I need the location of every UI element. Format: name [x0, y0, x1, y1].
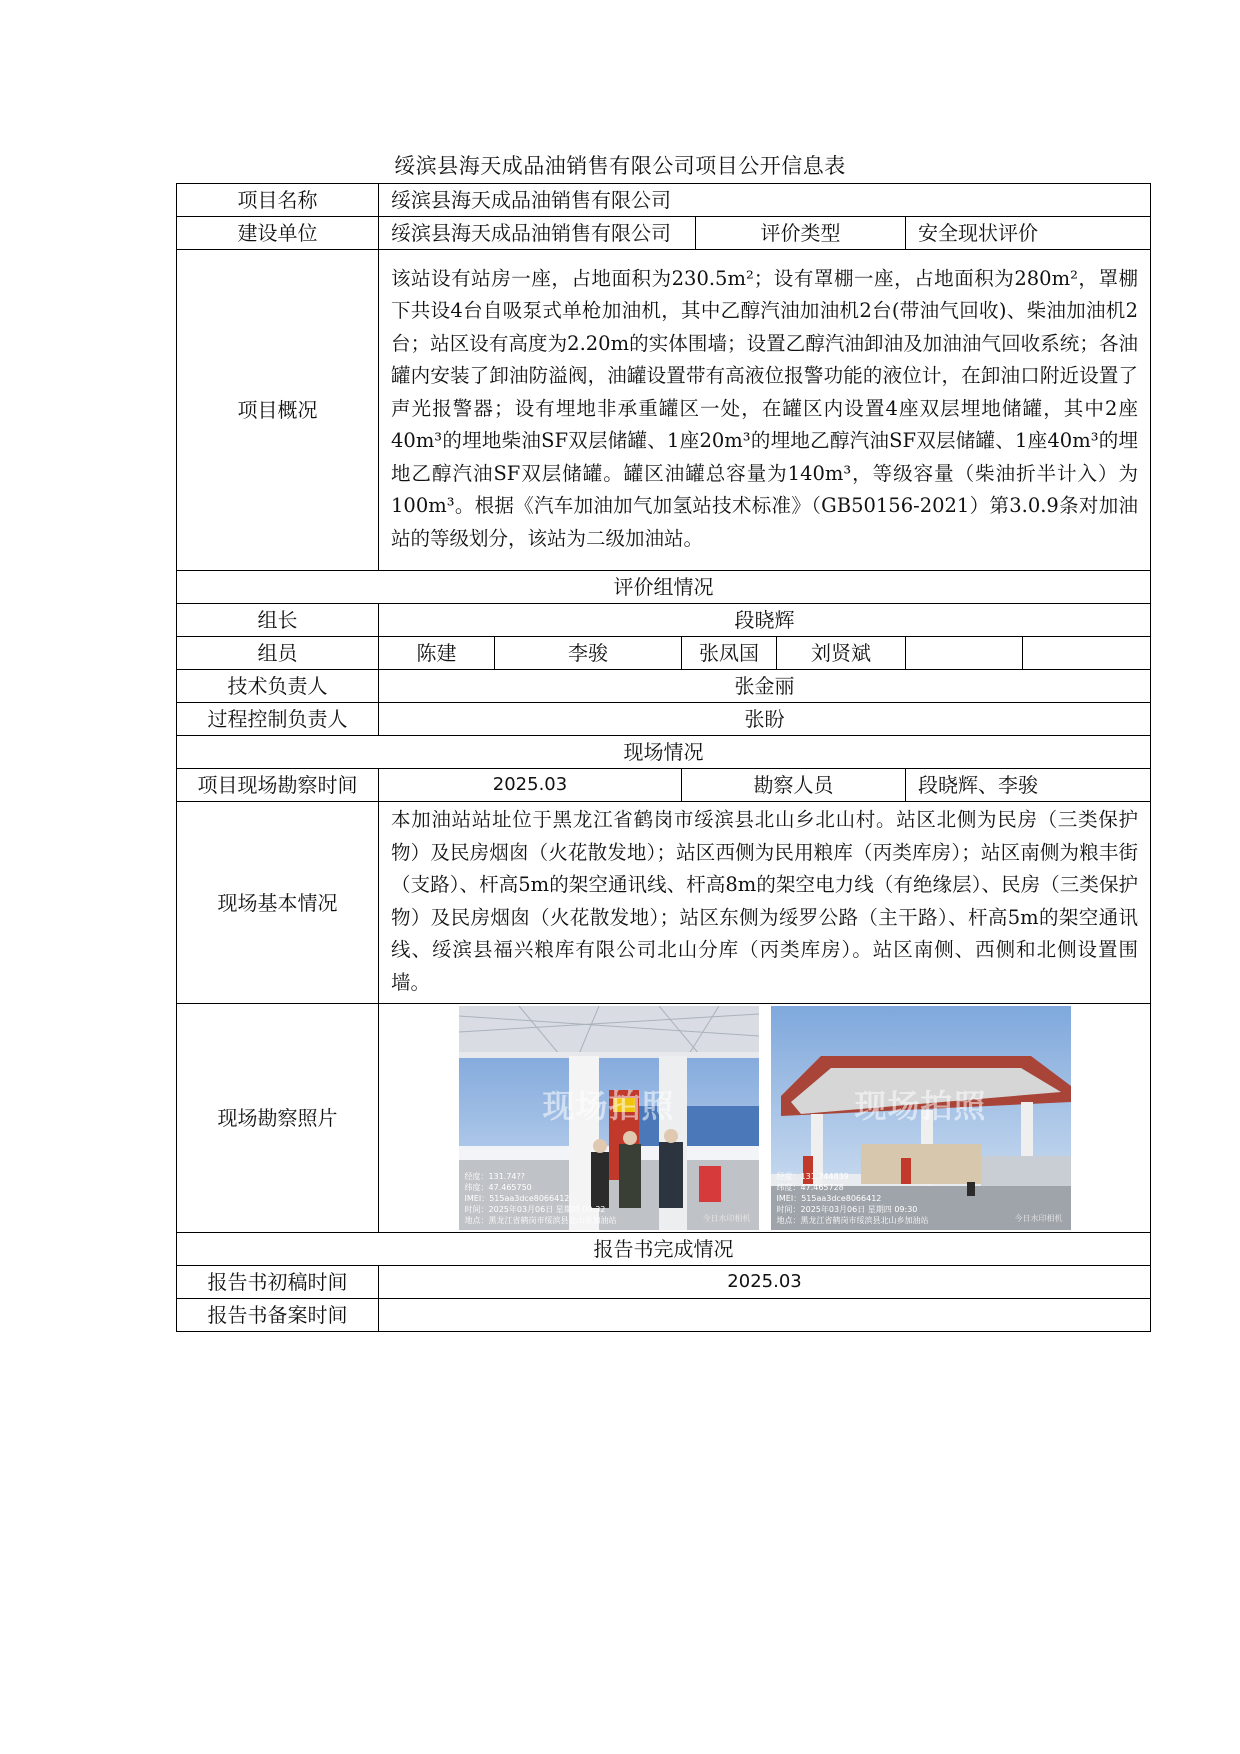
- builder-label: 建设单位: [177, 217, 379, 250]
- process-lead-value: 张盼: [379, 703, 1151, 736]
- row-survey-time: [177, 769, 1151, 802]
- member-2: 李骏: [495, 637, 682, 670]
- row-builder: [177, 217, 1151, 250]
- photo-2-stamp: 经度：131.744839 纬度：47.465728 IMEI：515aa3dce8066412 时间：2025年03月06日 星期四 09:30 地点：黑龙江省鹤岗市绥滨县北山乡加油站: [776, 1172, 929, 1225]
- leader-value: 段晓辉: [379, 604, 1151, 637]
- site-basic-label: 现场基本情况: [177, 802, 379, 1004]
- leader-label: 组长: [177, 604, 379, 637]
- site-section-header: 现场情况: [177, 736, 1151, 769]
- document-title: 绥滨县海天成品油销售有限公司项目公开信息表: [394, 154, 846, 178]
- member-6: [1023, 637, 1151, 670]
- row-overview: [177, 250, 1151, 571]
- row-process-lead: [177, 703, 1151, 736]
- row-site-header: [177, 736, 1151, 769]
- survey-time-value: 2025.03: [379, 769, 682, 802]
- row-tech-lead: [177, 670, 1151, 703]
- site-photo-2[interactable]: [771, 1006, 1071, 1230]
- photo-1-stamp: 经度：131.74?? 纬度：47.465750 IMEI：515aa3dce8066412 时间：2025年03月06日 星期四 09:32 地点：黑龙江省鹤岗市绥滨县北山乡加油站: [464, 1172, 617, 1225]
- members-label: 组员: [177, 637, 379, 670]
- project-name-value: 绥滨县海天成品油销售有限公司: [379, 184, 1151, 217]
- overview-label: 项目概况: [177, 250, 379, 571]
- tech-lead-value: 张金丽: [379, 670, 1151, 703]
- row-site-basic: [177, 802, 1151, 1004]
- photo-2-watermark: 现场拍照: [854, 1087, 987, 1125]
- surveyors-value: 段晓辉、李骏: [906, 769, 1151, 802]
- member-5: [906, 637, 1023, 670]
- builder-value: 绥滨县海天成品油销售有限公司: [379, 217, 696, 250]
- info-table: [176, 183, 1151, 1332]
- photo-2-brand: 今日水印相机: [1014, 1214, 1063, 1223]
- report-filing-label: 报告书备案时间: [177, 1299, 379, 1332]
- member-1: 陈建: [379, 637, 495, 670]
- project-name-label: 项目名称: [177, 184, 379, 217]
- report-section-header: 报告书完成情况: [177, 1233, 1151, 1266]
- eval-type-label: 评价类型: [696, 217, 906, 250]
- report-draft-label: 报告书初稿时间: [177, 1266, 379, 1299]
- row-team-header: [177, 571, 1151, 604]
- team-section-header: 评价组情况: [177, 571, 1151, 604]
- eval-type-value: 安全现状评价: [906, 217, 1151, 250]
- row-leader: [177, 604, 1151, 637]
- row-report-draft: [177, 1266, 1151, 1299]
- surveyors-label: 勘察人员: [682, 769, 906, 802]
- photo-1-brand: 今日水印相机: [702, 1214, 751, 1223]
- site-photo-1[interactable]: [459, 1006, 759, 1230]
- member-4: 刘贤斌: [777, 637, 906, 670]
- member-3: 张凤国: [682, 637, 777, 670]
- site-photos-label: 现场勘察照片: [177, 1004, 379, 1233]
- photo-1-watermark: 现场拍照: [542, 1087, 675, 1125]
- site-basic-text: 本加油站站址位于黑龙江省鹤岗市绥滨县北山乡北山村。站区北侧为民房（三类保护物）及民房烟囱（火花散发地）；站区西侧为民用粮库（丙类库房）；站区南侧为粮丰街（支路）、杆高5m的架空通讯线、杆高8m的架空电力线（有绝缘层）、民房（三类保护物）及民房烟囱（火花散发地）；站区东侧为绥罗公路（主干路）、杆高5m的架空通讯线、绥滨县福兴粮库有限公司北山分库（丙类库房）。站区南侧、西侧和北侧设置围墙。: [379, 802, 1151, 1004]
- survey-time-label: 项目现场勘察时间: [177, 769, 379, 802]
- overview-text: 该站设有站房一座，占地面积为230.5m²；设有罩棚一座，占地面积为280m²，罩棚下共设4台自吸泵式单枪加油机，其中乙醇汽油加油机2台(带油气回收)、柴油加油机2台；站区设有高度为2.20m的实体围墙；设置乙醇汽油卸油及加油油气回收系统；各油罐内安装了卸油防溢阀，油罐设置带有高液位报警功能的液位计，在卸油口附近设置了声光报警器；设有埋地非承重罐区一处，在罐区内设置4座双层埋地储罐，其中2座40m³的埋地柴油SF双层储罐、1座20m³的埋地乙醇汽油SF双层储罐、1座40m³的埋地乙醇汽油SF双层储罐。罐区油罐总容量为140m³，等级容量（柴油折半计入）为100m³。根据《汽车加油加气加氢站技术标准》（GB50156-2021）第3.0.9条对加油站的等级划分，该站为二级加油站。: [379, 250, 1151, 571]
- row-report-filing: [177, 1299, 1151, 1332]
- report-filing-value: [379, 1299, 1151, 1332]
- report-draft-value: 2025.03: [379, 1266, 1151, 1299]
- row-project-name: [177, 184, 1151, 217]
- row-site-photos: [177, 1004, 1151, 1233]
- process-lead-label: 过程控制负责人: [177, 703, 379, 736]
- row-report-header: [177, 1233, 1151, 1266]
- tech-lead-label: 技术负责人: [177, 670, 379, 703]
- site-photos-cell: [379, 1004, 1151, 1233]
- row-members: [177, 637, 1151, 670]
